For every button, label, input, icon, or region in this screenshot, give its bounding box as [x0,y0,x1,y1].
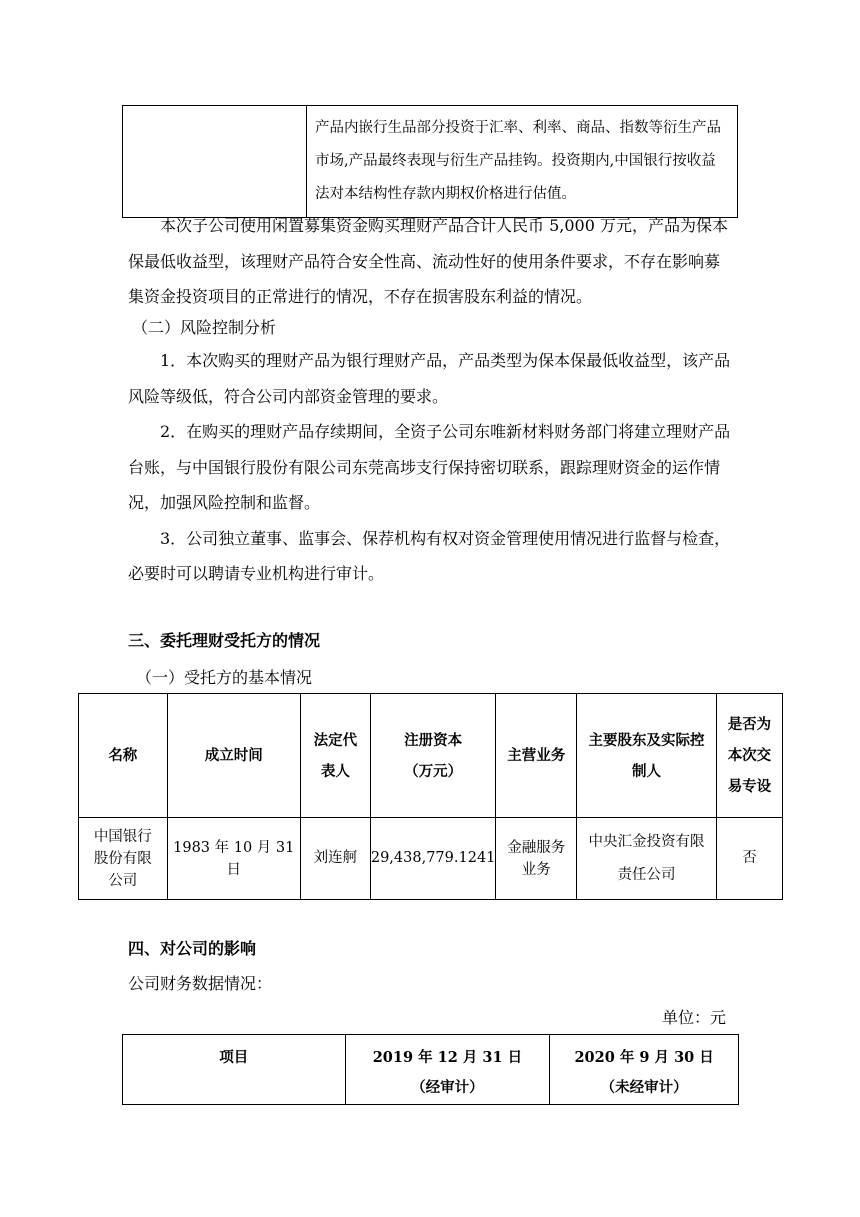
line: 产品内嵌行生品部分投资于汇率、利率、商品、指数等衍生产品 [315,120,721,136]
cell-name: 中国银行 股份有限 公司 [79,818,168,900]
section3-title: 三、委托理财受托方的情况 [128,631,321,650]
finance-intro: 公司财务数据情况： [128,974,273,993]
table-row [123,106,738,218]
risk-item-1: 1．本次购买的理财产品为银行理财产品，产品类型为保本保最低收益型，该产品风险等级低，符合公司内部资金管理的要求。 [128,351,731,406]
header-item: 项目 [123,1035,346,1105]
line: 法对本结构性存款内期权价格进行估值。 [315,186,576,202]
table-row [79,818,783,900]
table-header-row [123,1035,739,1105]
product-description-cell [307,106,738,218]
cell-capital: 29,438,779.1241 [370,818,496,900]
header-shareholders: 主要股东及实际控 制人 [577,694,717,818]
unit-label: 单位：元 [662,1008,727,1027]
cell-established: 1983 年 10 月 31 日 [167,818,300,900]
line: 市场,产品最终表现与衍生产品挂钩。投资期内,中国银行按收益 [315,153,716,169]
table-header-row [79,694,783,818]
finance-table [122,1034,739,1105]
intro-paragraph [128,208,732,315]
header-name: 名称 [79,694,168,818]
cell-dedicated: 否 [716,818,782,900]
header-legal-rep: 法定代 表人 [300,694,370,818]
header-capital: 注册资本 （万元） [370,694,496,818]
intro-text: 本次子公司使用闲置募集资金购买理财产品合计人民币 5,000 万元，产品为保本保最低收益型，该理财产品符合安全性高、流动性好的使用条件要求，不存在影响募集资金投资项目的正常进行的情况，不存在损害股东利益的情况。 [128,216,728,306]
product-detail-table [122,105,738,218]
cell-legal-rep: 刘连舸 [300,818,370,900]
empty-cell [123,106,307,218]
header-established: 成立时间 [167,694,300,818]
section3-subtitle: （一）受托方的基本情况 [136,668,313,687]
risk-heading: （二）风险控制分析 [132,318,277,337]
cell-business: 金融服务 业务 [496,818,577,900]
trustee-table [78,693,783,900]
risk-item-2: 2．在购买的理财产品存续期间，全资子公司东唯新材料财务部门将建立理财产品台账，与中国银行股份有限公司东莞高埗支行保持密切联系，跟踪理财资金的运作情况，加强风险控制和监督。 [128,422,731,512]
header-2020: 2020 年 9 月 30 日 （未经审计） [550,1035,739,1105]
header-business: 主营业务 [496,694,577,818]
risk-list [128,343,732,592]
header-dedicated: 是否为 本次交 易专设 [716,694,782,818]
header-2019: 2019 年 12 月 31 日 （经审计） [345,1035,550,1105]
section4-title: 四、对公司的影响 [128,939,257,958]
cell-shareholders: 中央汇金投资有限 责任公司 [577,818,717,900]
risk-item-3: 3．公司独立董事、监事会、保荐机构有权对资金管理使用情况进行监督与检查，必要时可以聘请专业机构进行审计。 [128,528,731,583]
